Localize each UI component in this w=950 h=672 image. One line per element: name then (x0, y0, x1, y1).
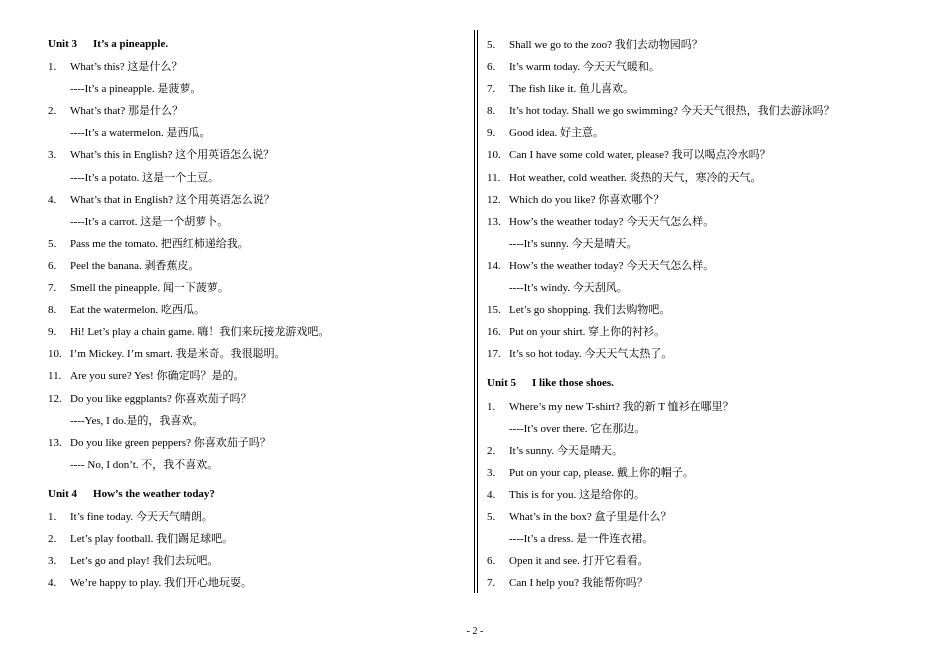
list-item (487, 345, 927, 367)
list-item (48, 367, 468, 389)
item-text: It’s so hot today. 今天天气太热了。 (509, 348, 673, 361)
unit-label: Unit 5 (487, 377, 517, 390)
item-text: What’s this? 这是什么？ (70, 61, 183, 74)
item-number: 5. (48, 237, 57, 250)
item-number: 1. (48, 61, 57, 74)
list-item (487, 442, 927, 464)
item-number: 8. (487, 105, 496, 118)
item-text: Hi! Let’s play a chain game. 嗨！我们来玩接龙游戏吧。 (70, 326, 330, 339)
list-item (487, 486, 927, 508)
item-text: Hot weather, cold weather. 炎热的天气，寒冷的天气。 (509, 171, 762, 184)
item-text: ----Yes, I do.是的，我喜欢。 (70, 414, 204, 427)
unit-label: Unit 4 (48, 487, 78, 500)
unit-heading (487, 375, 927, 397)
list-item (48, 102, 468, 124)
item-number: 13. (487, 215, 501, 228)
list-item (48, 574, 468, 596)
item-number: 14. (487, 259, 501, 272)
section-gap (487, 367, 927, 375)
item-text: ----It’s windy. 今天刮风。 (509, 282, 628, 295)
item-text: Peel the banana. 剥香蕉皮。 (70, 259, 200, 272)
item-text: Put on your shirt. 穿上你的衬衫。 (509, 326, 666, 339)
item-text: Let’s go shopping. 我们去购物吧。 (509, 304, 671, 317)
list-item (487, 279, 927, 301)
item-text: What’s that in English? 这个用英语怎么说？ (70, 193, 275, 206)
item-text: ----It’s a watermelon. 是西瓜。 (70, 127, 211, 140)
item-number: 4. (487, 488, 496, 501)
item-number: 7. (48, 282, 57, 295)
item-text: It’s sunny. 今天是晴天。 (509, 444, 623, 457)
unit-heading (48, 486, 468, 508)
item-text: How’s the weather today? 今天天气怎么样。 (509, 259, 715, 272)
item-text: Eat the watermelon. 吃西瓜。 (70, 304, 206, 317)
list-item (487, 36, 927, 58)
list-item (487, 191, 927, 213)
item-number: 16. (487, 326, 501, 339)
item-text: Which do you like? 你喜欢哪个？ (509, 193, 665, 206)
list-item (487, 301, 927, 323)
list-item (487, 257, 927, 279)
list-item (48, 456, 468, 478)
item-text: We’re happy to play. 我们开心地玩耍。 (70, 577, 253, 590)
list-item (487, 58, 927, 80)
item-text: Good idea. 好主意。 (509, 127, 605, 140)
unit-title: How’s the weather today? (93, 487, 215, 500)
item-text: The fish like it. 鱼儿喜欢。 (509, 83, 634, 96)
item-text: ---- No, I don’t. 不，我不喜欢。 (70, 458, 219, 471)
list-item (487, 102, 927, 124)
page-number: - 2 - (466, 626, 484, 637)
item-text: What’s in the box? 盒子里是什么？ (509, 510, 672, 523)
section-gap (48, 478, 468, 486)
list-item (48, 323, 468, 345)
item-number: 2. (48, 105, 57, 118)
item-number: 9. (48, 326, 57, 339)
item-text: It’s fine today. 今天天气晴朗。 (70, 510, 213, 523)
column-divider (474, 30, 475, 593)
item-number: 7. (487, 577, 496, 590)
item-number: 6. (48, 259, 57, 272)
list-item (48, 412, 468, 434)
list-item (48, 530, 468, 552)
list-item (487, 146, 927, 168)
unit-title: I like those shoes. (532, 377, 614, 390)
item-text: Do you like green peppers? 你喜欢茄子吗？ (70, 436, 271, 449)
item-number: 7. (487, 83, 496, 96)
item-number: 2. (487, 444, 496, 457)
item-number: 1. (487, 400, 496, 413)
list-item (487, 464, 927, 486)
item-text: Shall we go to the zoo? 我们去动物园吗？ (509, 39, 703, 51)
item-number: 17. (487, 348, 501, 361)
list-item (487, 169, 927, 191)
list-item (487, 552, 927, 574)
item-text: Let’s go and play! 我们去玩吧。 (70, 555, 219, 568)
item-text: Open it and see. 打开它看看。 (509, 555, 649, 568)
list-item (487, 508, 927, 530)
item-number: 3. (48, 555, 57, 568)
list-item (48, 80, 468, 102)
item-text: It’s hot today. Shall we go swimming? 今天天气很热，我们去游泳吗？ (509, 105, 835, 118)
item-number: 10. (487, 149, 501, 162)
left-column (48, 36, 468, 596)
list-item (487, 574, 927, 596)
list-item (48, 434, 468, 456)
list-item (48, 345, 468, 367)
list-item (487, 530, 927, 552)
item-number: 1. (48, 510, 57, 523)
item-text: ----It’s a carrot. 这是一个胡萝卜。 (70, 215, 229, 228)
item-text: ----It’s sunny. 今天是晴天。 (509, 237, 638, 250)
item-number: 13. (48, 436, 62, 449)
item-number: 8. (48, 304, 57, 317)
item-number: 12. (48, 392, 62, 405)
item-number: 2. (48, 533, 57, 546)
item-text: Pass me the tomato. 把西红柿递给我。 (70, 237, 249, 250)
list-item (48, 552, 468, 574)
unit-title: It’s a pineapple. (93, 38, 169, 50)
item-number: 11. (487, 171, 501, 184)
item-text: ----It’s a pineapple. 是菠萝。 (70, 83, 202, 96)
list-item (487, 213, 927, 235)
list-item (487, 323, 927, 345)
item-number: 6. (487, 555, 496, 568)
item-number: 12. (487, 193, 501, 206)
item-number: 15. (487, 304, 501, 317)
list-item (48, 508, 468, 530)
list-item (48, 169, 468, 191)
item-text: Let’s play football. 我们踢足球吧。 (70, 533, 234, 546)
item-text: Put on your cap, please. 戴上你的帽子。 (509, 466, 694, 479)
item-text: Do you like eggplants? 你喜欢茄子吗？ (70, 392, 252, 405)
item-text: What’s this in English? 这个用英语怎么说？ (70, 149, 275, 162)
item-number: 6. (487, 61, 496, 74)
list-item (487, 235, 927, 257)
item-number: 3. (487, 466, 496, 479)
unit-heading (48, 36, 468, 58)
item-text: It’s warm today. 今天天气暖和。 (509, 61, 660, 74)
item-number: 9. (487, 127, 496, 140)
item-text: Can I help you? 我能帮你吗？ (509, 577, 648, 590)
item-text: What’s that? 那是什么？ (70, 105, 184, 118)
list-item (487, 398, 927, 420)
item-text: This is for you. 这是给你的。 (509, 488, 645, 501)
list-item (48, 301, 468, 323)
list-item (48, 213, 468, 235)
item-text: How’s the weather today? 今天天气怎么样。 (509, 215, 715, 228)
list-item (48, 58, 468, 80)
item-number: 5. (487, 510, 496, 523)
item-text: Are you sure? Yes! 你确定吗？是的。 (70, 370, 245, 383)
item-text: ----It’s a dress. 是一件连衣裙。 (509, 533, 654, 546)
list-item (48, 390, 468, 412)
item-text: Where’s my new T-shirt? 我的新 T 恤衫在哪里？ (509, 400, 734, 413)
list-item (48, 124, 468, 146)
unit-label: Unit 3 (48, 38, 78, 50)
list-item (48, 191, 468, 213)
list-item (48, 279, 468, 301)
list-item (48, 235, 468, 257)
item-text: I’m Mickey. I’m smart. 我是米奇。我很聪明。 (70, 348, 286, 361)
item-text: Can I have some cold water, please? 我可以喝点冷水吗？ (509, 149, 771, 162)
list-item (487, 124, 927, 146)
item-number: 5. (487, 39, 496, 51)
item-number: 11. (48, 370, 62, 383)
item-number: 4. (48, 193, 57, 206)
right-column (487, 36, 927, 596)
list-item (487, 420, 927, 442)
item-text: Smell the pineapple. 闻一下菠萝。 (70, 282, 229, 295)
item-text: ----It’s a potato. 这是一个土豆。 (70, 171, 220, 184)
item-number: 10. (48, 348, 62, 361)
list-item (48, 257, 468, 279)
item-number: 4. (48, 577, 57, 590)
item-number: 3. (48, 149, 57, 162)
item-text: ----It’s over there. 它在那边。 (509, 422, 646, 435)
list-item (487, 80, 927, 102)
list-item (48, 146, 468, 168)
